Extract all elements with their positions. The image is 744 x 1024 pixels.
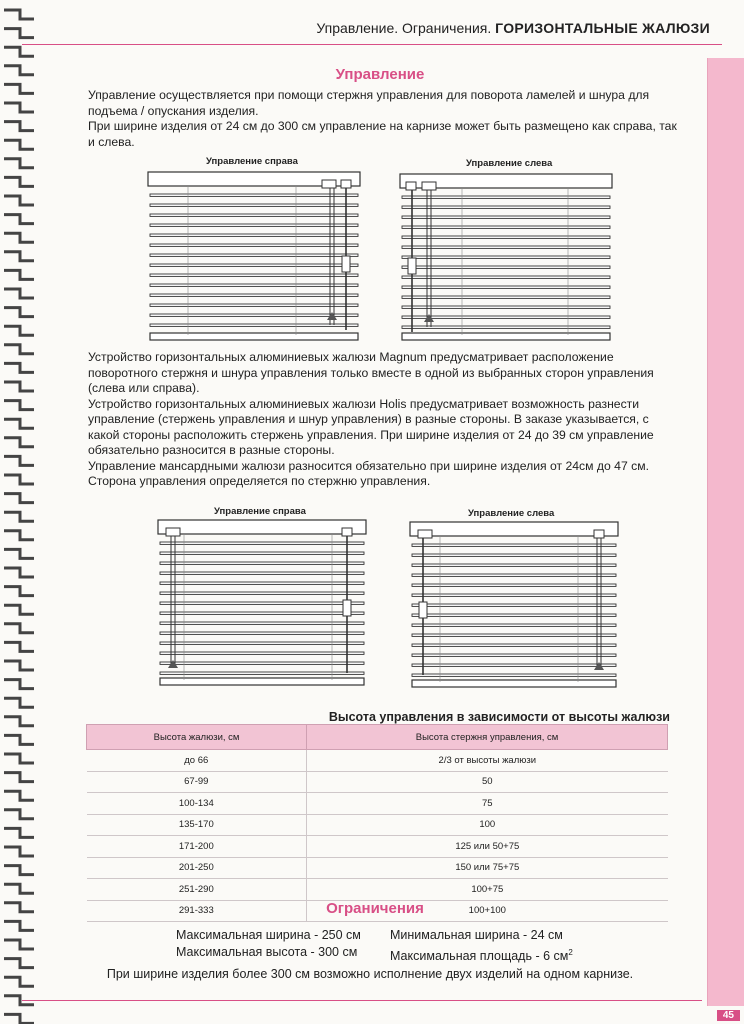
blind-slat [160, 602, 364, 604]
spiral-ring [4, 196, 34, 205]
blind-slat [412, 654, 616, 656]
blind-slat [412, 624, 616, 626]
blind-slat [412, 674, 616, 676]
blind-slat [150, 194, 358, 196]
table-row: 67-99 50 [87, 771, 668, 793]
blind-slat [150, 214, 358, 216]
spiral-ring [4, 84, 34, 93]
blind-slat [402, 286, 610, 288]
spiral-ring [4, 587, 34, 596]
caption-right-control-2: Управление справа [214, 506, 306, 517]
blind-slat [402, 316, 610, 318]
spiral-ring [4, 159, 34, 168]
spiral-ring [4, 140, 34, 149]
body-paragraph-side: Сторона управления определяется по стержню управления. [88, 474, 431, 488]
spiral-ring [4, 475, 34, 484]
limits-left-column [176, 927, 361, 961]
spiral-ring [4, 940, 34, 949]
blind-slat [412, 634, 616, 636]
caption-left-control-1: Управление слева [466, 158, 553, 169]
page-number: 45 [717, 1010, 740, 1021]
body-text [88, 350, 672, 490]
blind-slat [402, 276, 610, 278]
header-rule [22, 44, 722, 45]
spiral-ring [4, 977, 34, 986]
table-row: 291-333 100+100 [87, 900, 668, 922]
spiral-ring [4, 903, 34, 912]
spiral-ring [4, 363, 34, 372]
blind-diagram-left-control [398, 172, 614, 347]
intro-paragraph-1: Управление осуществляется при помощи стержня управления для поворота ламелей и шнура для подъема / опускания изделия. [88, 88, 650, 118]
blind-slat [412, 644, 616, 646]
blind-slat [160, 672, 364, 674]
spiral-ring [4, 773, 34, 782]
spiral-ring [4, 791, 34, 800]
blind-slat [150, 264, 358, 266]
blind-diagram-right-control [146, 170, 362, 345]
blind-slat [150, 324, 358, 326]
side-color-tab [707, 58, 744, 1006]
blind-slat [150, 224, 358, 226]
spiral-ring [4, 735, 34, 744]
table-row: 201-250 150 или 75+75 [87, 857, 668, 879]
table-title: Высота управления в зависимости от высоты жалюзи [328, 710, 670, 724]
blind-slat [160, 612, 364, 614]
blind-slat [412, 664, 616, 666]
spiral-ring [4, 215, 34, 224]
table-row: 100-134 75 [87, 793, 668, 815]
spiral-ring [4, 717, 34, 726]
blind-slat [160, 592, 364, 594]
max-area-line [390, 944, 573, 965]
footer-rule [22, 1000, 702, 1001]
spiral-ring [4, 308, 34, 317]
spiral-ring [4, 680, 34, 689]
blind-slat [402, 266, 610, 268]
blind-slat [402, 296, 610, 298]
control-height-table [86, 724, 668, 922]
blind-slat [160, 652, 364, 654]
spiral-ring [4, 326, 34, 335]
spiral-ring [4, 494, 34, 503]
spiral-ring [4, 754, 34, 763]
table-row: 171-200 125 или 50+75 [87, 836, 668, 858]
blind-slat [160, 622, 364, 624]
blind-slat [160, 562, 364, 564]
spiral-ring [4, 233, 34, 242]
blind-slat [402, 246, 610, 248]
blind-slat [150, 274, 358, 276]
spiral-ring [4, 810, 34, 819]
blind-slat [402, 206, 610, 208]
spiral-binding [0, 0, 40, 1024]
spiral-ring [4, 568, 34, 577]
section-title-limits: Ограничения [326, 900, 424, 917]
caption-left-control-2: Управление слева [468, 508, 555, 519]
spiral-ring [4, 103, 34, 112]
blind-slat [402, 196, 610, 198]
spiral-ring [4, 438, 34, 447]
blind-diagram-split-control-2 [408, 520, 620, 692]
spiral-ring [4, 456, 34, 465]
spiral-ring [4, 66, 34, 75]
limits-right-column [390, 927, 573, 965]
spiral-ring [4, 866, 34, 875]
spiral-ring [4, 289, 34, 298]
blind-slat [402, 236, 610, 238]
blind-slat [160, 572, 364, 574]
min-width-text: Минимальная ширина - 24 см [390, 928, 563, 942]
blind-slat [160, 632, 364, 634]
spiral-ring [4, 847, 34, 856]
blind-slat [150, 294, 358, 296]
blind-slat [402, 216, 610, 218]
blind-slat [412, 564, 616, 566]
spiral-ring [4, 401, 34, 410]
max-area-text: Максимальная площадь - 6 см [390, 949, 569, 964]
spiral-ring [4, 884, 34, 893]
blind-slat [150, 284, 358, 286]
blind-slat [150, 314, 358, 316]
blind-slat [150, 304, 358, 306]
blind-slat [402, 226, 610, 228]
table-row: 251-290 100+75 [87, 879, 668, 901]
spiral-ring [4, 605, 34, 614]
max-height-text: Максимальная высота - 300 см [176, 945, 358, 959]
spiral-ring [4, 29, 34, 38]
blind-slat [412, 594, 616, 596]
blind-slat [402, 306, 610, 308]
table-row: 135-170 100 [87, 814, 668, 836]
blind-slat [412, 544, 616, 546]
spiral-ring [4, 959, 34, 968]
body-paragraph-magnum: Устройство горизонтальных алюминиевых жалюзи Magnum предусматривает расположение поворотного стержня и шнура управления только вместе в одной из выбранных сторон управления (слева или справа). [88, 350, 654, 395]
blind-diagram-split-control-1 [156, 518, 368, 690]
spiral-ring [4, 661, 34, 670]
intro-text [88, 88, 678, 150]
header-prefix: Управление. Ограничения. [316, 20, 492, 36]
blind-slat [412, 574, 616, 576]
table-header-rod-height: Высота стержня управления, см [307, 725, 668, 750]
table-row: до 66 2/3 от высоты жалюзи [87, 750, 668, 772]
spiral-ring [4, 531, 34, 540]
spiral-ring [4, 624, 34, 633]
spiral-ring [4, 345, 34, 354]
two-products-note: При ширине изделия более 300 см возможно исполнение двух изделий на одном карнизе. [106, 967, 634, 981]
blind-slat [160, 582, 364, 584]
spiral-ring [4, 419, 34, 428]
body-paragraph-mansard: Управление мансардными жалюзи разносится обязательно при ширине изделия от 24см до 47 см. [88, 458, 649, 473]
blind-slat [160, 662, 364, 664]
caption-right-control-1: Управление справа [206, 156, 298, 167]
blind-slat [150, 204, 358, 206]
spiral-ring [4, 47, 34, 56]
blind-slat [150, 244, 358, 246]
spiral-ring [4, 512, 34, 521]
spiral-ring [4, 270, 34, 279]
spiral-ring [4, 698, 34, 707]
blind-slat [150, 234, 358, 236]
page-header [40, 20, 710, 42]
intro-paragraph-2: При ширине изделия от 24 см до 300 см управление на карнизе может быть размещено как справа, так и слева. [88, 119, 677, 149]
section-title-control: Управление [335, 66, 425, 83]
blind-slat [160, 552, 364, 554]
table-header-blind-height: Высота жалюзи, см [87, 725, 307, 750]
max-area-superscript: 2 [568, 948, 573, 957]
blind-slat [160, 542, 364, 544]
blind-slat [412, 604, 616, 606]
blind-slat [412, 584, 616, 586]
blind-slat [160, 642, 364, 644]
body-paragraph-holis: Устройство горизонтальных алюминиевых жалюзи Holis предусматривает возможность разнести управление (стержень управления и шнур управления) в разные стороны. В заказе указывается, с какой стороны расположить стержень управления. При ширине изделия от 24 до 39 см управление обязательно разносится в разные стороны. [88, 396, 654, 457]
spiral-ring [4, 921, 34, 930]
blind-slat [402, 256, 610, 258]
spiral-ring [4, 549, 34, 558]
spiral-ring [4, 252, 34, 261]
blind-slat [150, 254, 358, 256]
spiral-ring [4, 122, 34, 131]
blind-slat [402, 326, 610, 328]
max-width-text: Максимальная ширина - 250 см [176, 928, 361, 942]
spiral-ring [4, 642, 34, 651]
blind-slat [412, 554, 616, 556]
spiral-ring [4, 382, 34, 391]
spiral-ring [4, 177, 34, 186]
spiral-ring [4, 1014, 34, 1023]
blind-slat [412, 614, 616, 616]
spiral-ring [4, 828, 34, 837]
spiral-ring [4, 10, 34, 19]
header-title: ГОРИЗОНТАЛЬНЫЕ ЖАЛЮЗИ [495, 20, 710, 36]
